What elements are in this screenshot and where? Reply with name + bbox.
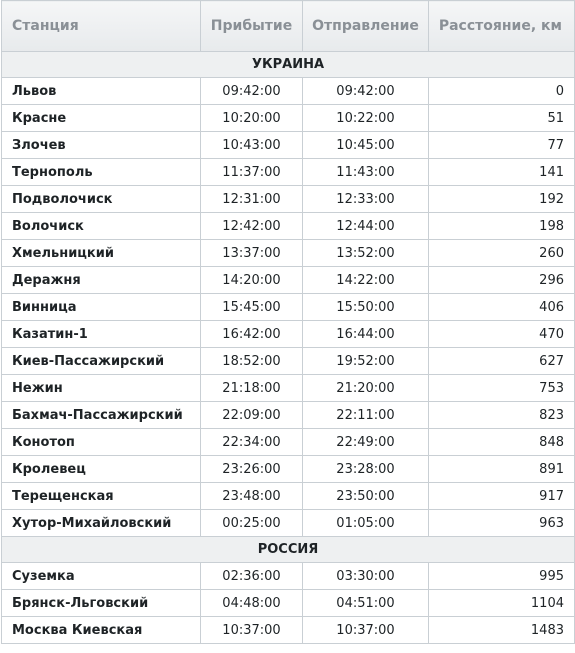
table-row bbox=[2, 617, 575, 644]
table-row bbox=[2, 267, 575, 294]
distance-cell: 0 bbox=[429, 78, 575, 105]
arrival-cell: 11:37:00 bbox=[201, 159, 303, 186]
station-cell: Хутор-Михайловский bbox=[2, 510, 201, 537]
arrival-cell: 18:52:00 bbox=[201, 348, 303, 375]
station-cell: Конотоп bbox=[2, 429, 201, 456]
station-cell: Львов bbox=[2, 78, 201, 105]
distance-cell: 296 bbox=[429, 267, 575, 294]
arrival-cell: 10:37:00 bbox=[201, 617, 303, 644]
arrival-cell: 04:48:00 bbox=[201, 590, 303, 617]
departure-cell: 03:30:00 bbox=[303, 563, 429, 590]
table-body bbox=[2, 52, 575, 644]
table-row bbox=[2, 321, 575, 348]
departure-cell: 10:22:00 bbox=[303, 105, 429, 132]
header-row bbox=[2, 1, 575, 52]
table-row bbox=[2, 348, 575, 375]
station-cell: Хмельницкий bbox=[2, 240, 201, 267]
arrival-cell: 14:20:00 bbox=[201, 267, 303, 294]
arrival-cell: 09:42:00 bbox=[201, 78, 303, 105]
distance-cell: 963 bbox=[429, 510, 575, 537]
header-arrival[interactable]: Прибытие bbox=[201, 1, 303, 52]
arrival-cell: 23:26:00 bbox=[201, 456, 303, 483]
arrival-cell: 12:31:00 bbox=[201, 186, 303, 213]
arrival-cell: 10:43:00 bbox=[201, 132, 303, 159]
station-cell: Деражня bbox=[2, 267, 201, 294]
departure-cell: 11:43:00 bbox=[303, 159, 429, 186]
table-row bbox=[2, 483, 575, 510]
distance-cell: 823 bbox=[429, 402, 575, 429]
header-distance[interactable]: Расстояние, км bbox=[429, 1, 575, 52]
table-row bbox=[2, 240, 575, 267]
distance-cell: 198 bbox=[429, 213, 575, 240]
departure-cell: 22:11:00 bbox=[303, 402, 429, 429]
departure-cell: 10:45:00 bbox=[303, 132, 429, 159]
distance-cell: 848 bbox=[429, 429, 575, 456]
table-row bbox=[2, 294, 575, 321]
station-cell: Волочиск bbox=[2, 213, 201, 240]
distance-cell: 627 bbox=[429, 348, 575, 375]
table-row bbox=[2, 429, 575, 456]
arrival-cell: 15:45:00 bbox=[201, 294, 303, 321]
table-row bbox=[2, 375, 575, 402]
arrival-cell: 21:18:00 bbox=[201, 375, 303, 402]
station-cell: Москва Киевская bbox=[2, 617, 201, 644]
departure-cell: 16:44:00 bbox=[303, 321, 429, 348]
distance-cell: 917 bbox=[429, 483, 575, 510]
station-cell: Киев-Пассажирский bbox=[2, 348, 201, 375]
departure-cell: 14:22:00 bbox=[303, 267, 429, 294]
station-cell: Красне bbox=[2, 105, 201, 132]
table-row bbox=[2, 78, 575, 105]
arrival-cell: 02:36:00 bbox=[201, 563, 303, 590]
header-station[interactable]: Станция bbox=[2, 1, 201, 52]
station-cell: Винница bbox=[2, 294, 201, 321]
station-cell: Брянск-Льговский bbox=[2, 590, 201, 617]
table-row bbox=[2, 510, 575, 537]
departure-cell: 12:33:00 bbox=[303, 186, 429, 213]
distance-cell: 995 bbox=[429, 563, 575, 590]
table-row bbox=[2, 402, 575, 429]
train-schedule-table bbox=[1, 0, 575, 644]
station-cell: Нежин bbox=[2, 375, 201, 402]
section-title: РОССИЯ bbox=[2, 537, 575, 563]
departure-cell: 01:05:00 bbox=[303, 510, 429, 537]
departure-cell: 23:50:00 bbox=[303, 483, 429, 510]
station-cell: Бахмач-Пассажирский bbox=[2, 402, 201, 429]
table-row bbox=[2, 159, 575, 186]
distance-cell: 141 bbox=[429, 159, 575, 186]
distance-cell: 1483 bbox=[429, 617, 575, 644]
header-departure[interactable]: Отправление bbox=[303, 1, 429, 52]
departure-cell: 10:37:00 bbox=[303, 617, 429, 644]
distance-cell: 1104 bbox=[429, 590, 575, 617]
arrival-cell: 00:25:00 bbox=[201, 510, 303, 537]
table-row bbox=[2, 563, 575, 590]
station-cell: Тернополь bbox=[2, 159, 201, 186]
distance-cell: 753 bbox=[429, 375, 575, 402]
arrival-cell: 23:48:00 bbox=[201, 483, 303, 510]
section-row bbox=[2, 537, 575, 563]
distance-cell: 77 bbox=[429, 132, 575, 159]
station-cell: Терещенская bbox=[2, 483, 201, 510]
table-row bbox=[2, 590, 575, 617]
distance-cell: 891 bbox=[429, 456, 575, 483]
departure-cell: 21:20:00 bbox=[303, 375, 429, 402]
table-row bbox=[2, 213, 575, 240]
station-cell: Подволочиск bbox=[2, 186, 201, 213]
arrival-cell: 10:20:00 bbox=[201, 105, 303, 132]
departure-cell: 12:44:00 bbox=[303, 213, 429, 240]
distance-cell: 260 bbox=[429, 240, 575, 267]
section-title: УКРАИНА bbox=[2, 52, 575, 78]
departure-cell: 09:42:00 bbox=[303, 78, 429, 105]
distance-cell: 406 bbox=[429, 294, 575, 321]
station-cell: Кролевец bbox=[2, 456, 201, 483]
table-row bbox=[2, 132, 575, 159]
arrival-cell: 13:37:00 bbox=[201, 240, 303, 267]
departure-cell: 15:50:00 bbox=[303, 294, 429, 321]
table-header bbox=[2, 1, 575, 52]
section-row bbox=[2, 52, 575, 78]
station-cell: Суземка bbox=[2, 563, 201, 590]
arrival-cell: 22:34:00 bbox=[201, 429, 303, 456]
departure-cell: 23:28:00 bbox=[303, 456, 429, 483]
departure-cell: 22:49:00 bbox=[303, 429, 429, 456]
table-row bbox=[2, 105, 575, 132]
station-cell: Казатин-1 bbox=[2, 321, 201, 348]
distance-cell: 470 bbox=[429, 321, 575, 348]
departure-cell: 13:52:00 bbox=[303, 240, 429, 267]
arrival-cell: 16:42:00 bbox=[201, 321, 303, 348]
table-row bbox=[2, 456, 575, 483]
arrival-cell: 12:42:00 bbox=[201, 213, 303, 240]
distance-cell: 192 bbox=[429, 186, 575, 213]
table-row bbox=[2, 186, 575, 213]
distance-cell: 51 bbox=[429, 105, 575, 132]
arrival-cell: 22:09:00 bbox=[201, 402, 303, 429]
departure-cell: 19:52:00 bbox=[303, 348, 429, 375]
station-cell: Злочев bbox=[2, 132, 201, 159]
departure-cell: 04:51:00 bbox=[303, 590, 429, 617]
